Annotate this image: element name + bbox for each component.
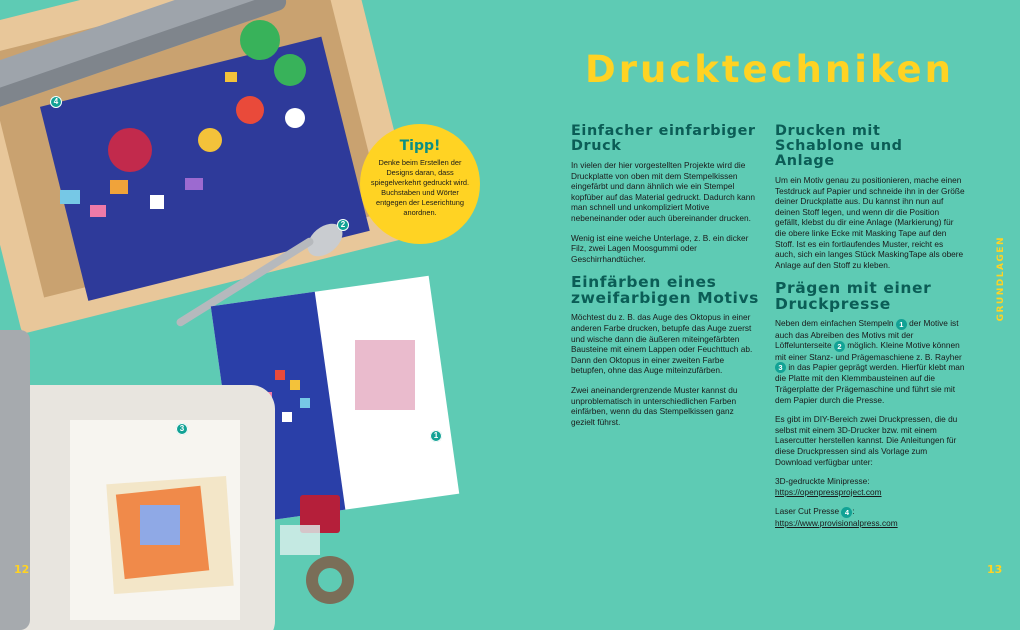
link-provisionalpress[interactable]: https://www.provisionalpress.com xyxy=(775,517,898,528)
tip-heading: Tipp! xyxy=(399,138,441,154)
heading-two-color-motif: Einfärben eines zweifarbigen Motivs xyxy=(571,273,759,308)
print-mosaic xyxy=(140,505,180,545)
brick xyxy=(90,205,106,217)
tape-roll-hole xyxy=(318,568,342,592)
paragraph: Es gibt im DIY-Bereich zwei Druckpressen, die du selbst mit einem 3D-Drucker bzw. mit einem Lasercutter herstellen kannst. Die Anleitungen für diese Druckpressen sind als Vorlage zum Download verfügbar unter: xyxy=(775,414,958,467)
link-label: Laser Cut Presse xyxy=(775,506,840,517)
photo-tag-1: 1 xyxy=(430,430,442,442)
paragraph: Zwei aneinandergrenzende Muster kannst du unproblematisch in unterschiedlichen Farben einfärben, wenn du das Stempelkissen ganz gezielt führst. xyxy=(571,384,738,427)
stamp-block xyxy=(280,525,320,555)
link-openpress[interactable]: https://openpressproject.com xyxy=(775,486,882,497)
print-square xyxy=(282,412,292,422)
photo-tag-2: 2 xyxy=(337,219,349,231)
column-right xyxy=(775,124,965,537)
link-label: 3D-gedruckte Minipresse: xyxy=(775,476,870,487)
ref-badge-4: 4 xyxy=(841,507,852,518)
text: in das Papier geprägt werden. Hierfür klebt man die Platte mit den Klemmbausteinen auf die Trägerplatte der Prägemaschine und führt sie mit dem Papier durch die Presse. xyxy=(775,362,965,405)
paragraph-press xyxy=(775,318,965,405)
brick xyxy=(225,72,237,82)
paragraph: In vielen der hier vorgestellten Projekte wird die Druckplatte von oben mit dem Stempelkissen eingefärbt und dann ähnlich wie ein Stempel kopfüber auf das Material gedruckt. Dadurch kann man schnell und unkompliziert Motive nebeneinander oder auch übereinander drucken. xyxy=(571,160,756,223)
ref-badge-3: 3 xyxy=(775,362,786,373)
separator: : xyxy=(852,506,855,517)
brick xyxy=(110,180,128,194)
text: der Motive ist auch das Abreiben des Motivs mit der Löffelunterseite xyxy=(775,318,959,351)
link-block-1 xyxy=(775,476,965,497)
print-square xyxy=(290,380,300,390)
brick-circle xyxy=(198,128,222,152)
brick xyxy=(60,190,80,204)
tip-text: Denke beim Erstellen der Designs daran, dass spiegelverkehrt gedruckt wird. Buchstaben und Wörter entgegen der Leserichtung anordnen. xyxy=(370,158,470,217)
heading-stencil: Drucken mit Schablone und Anlage xyxy=(775,123,903,169)
photo-tag-3: 3 xyxy=(176,423,188,435)
page-title: Drucktechniken xyxy=(585,48,954,91)
tip-bubble xyxy=(360,124,480,244)
ref-badge-1: 1 xyxy=(896,319,907,330)
page-number-right: 13 xyxy=(987,563,1003,576)
page-number-left: 12 xyxy=(14,563,30,576)
heading-press-embossing: Prägen mit einer Druckpresse xyxy=(775,279,932,314)
brick xyxy=(185,178,203,190)
paragraph: Möchtest du z. B. das Auge des Oktopus in einer anderen Farbe drucken, betupfe das Auge zuerst und wische dann die äußeren miteingefärbten Bausteine mit einem Lappen oder Feuchttuch ab. Dann den Oktopus in einer zweiten Farbe betupfen, ohne das Auge miteinzufärben. xyxy=(571,312,753,376)
section-label: GRUNDLAGEN xyxy=(996,236,1006,322)
link-block-2 xyxy=(775,506,965,528)
press-roller xyxy=(0,330,30,630)
column-left xyxy=(571,124,759,436)
print-square xyxy=(300,398,310,408)
heading-single-color-print: Einfacher einfarbiger Druck xyxy=(571,123,756,154)
paragraph: Wenig ist eine weiche Unterlage, z. B. ein dicker Filz, zwei Lagen Moosgummi oder Geschirrhandtücher. xyxy=(571,232,749,264)
text: möglich. Kleine Motive können mit einer Stanz- und Prägemaschiene z. B. Rayher xyxy=(775,340,962,362)
brick-circle xyxy=(108,128,152,172)
print-square xyxy=(275,370,285,380)
paragraph: Um ein Motiv genau zu positionieren, mache einen Testdruck auf Papier und schneide ihn in der Größe deiner Druckplatte aus. Du kannst ihn nun auf deinen Stoff legen, und wenn dir die Position gefällt, klebst du dir eine Anlage (Markierung) für die obere linke Ecke mit Masking Tape auf den Stoff. Ist es ein fortlaufendes Muster, reicht es auch, sich ein langes Stück MaskingTape als obere Anlage auf den Stoff zu kleben. xyxy=(775,175,965,270)
brick-circle xyxy=(240,20,280,60)
brick-circle xyxy=(285,108,305,128)
brick xyxy=(150,195,164,209)
brick-circle xyxy=(236,96,264,124)
ref-badge-2: 2 xyxy=(834,341,845,352)
print-pink xyxy=(355,340,415,410)
brick-circle xyxy=(274,54,306,86)
text: Neben dem einfachen Stempeln xyxy=(775,318,894,329)
photo-tag-4: 4 xyxy=(50,96,62,108)
